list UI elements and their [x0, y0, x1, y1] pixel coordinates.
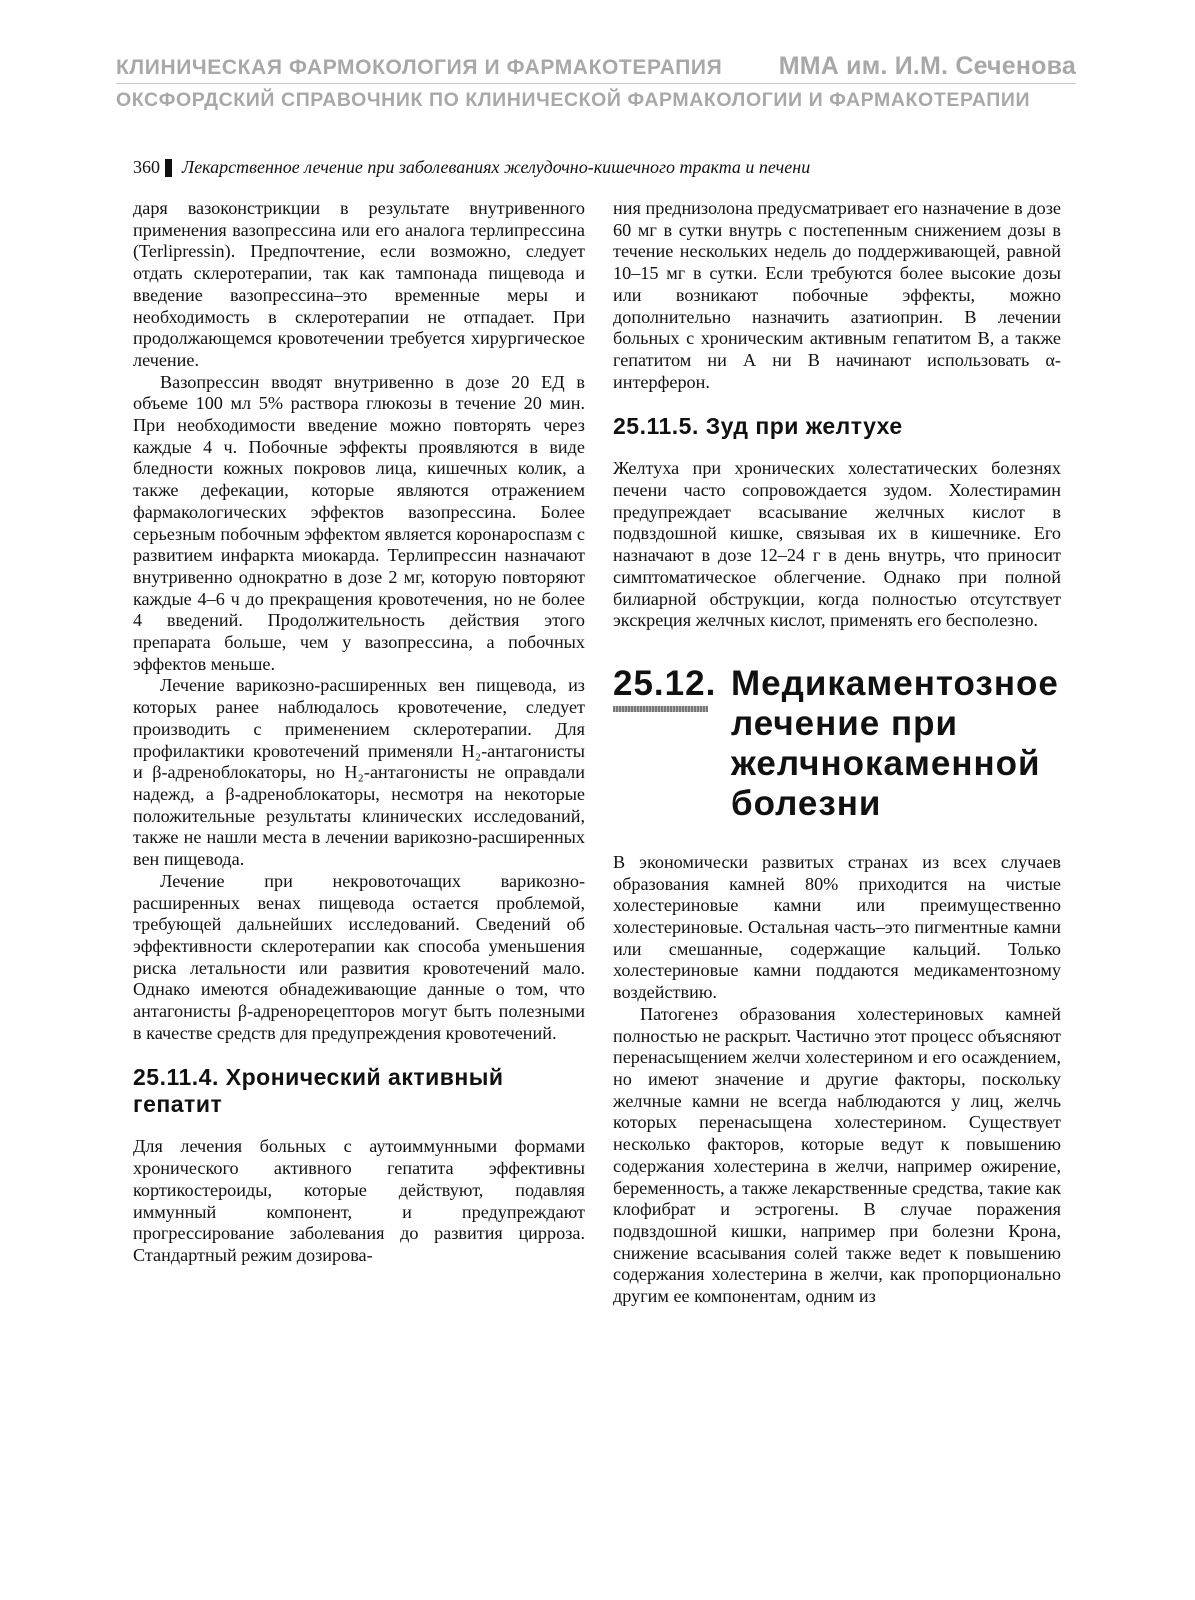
paragraph: ния преднизолона предусматривает его назначение в дозе 60 мг в сутки внутрь с постепенным снижением дозы в течение нескольких недель до поддерживающей, равной 10–15 мг в сутки. Если требуются более высокие дозы или возникают побочные эффекты, можно дополнительно назначить азатиоприн. В лечении больных с хроническим активным гепатитом В, а также гепатитом ни А ни В начинают использовать α-интерферон.: [613, 198, 1061, 392]
running-head-bar: [165, 159, 172, 177]
header-book-title: КЛИНИЧЕСКАЯ ФАРМОКОЛОГИЯ И ФАРМАКОТЕРАПИЯ: [116, 56, 723, 79]
paragraph: В экономически развитых странах из всех случаев образования камней 80% приходится на чистые холестериновые камни или преимущественно холестериновые. Остальная часть–это пигментные камни или смешанные, содержащие кальций. Только холестериновые камни поддаются медикаментозному воздействию.: [613, 851, 1061, 1003]
paragraph: Для лечения больных с аутоиммунными формами хронического активного гепатита эффективны кортикостероиды, которые действуют, подавляя иммунный компонент, и предупреждают прогрессирование заболевания до развития цирроза. Стандартный режим дозирова-: [133, 1136, 585, 1265]
running-head: [133, 157, 1033, 178]
right-column: [613, 198, 1061, 1308]
chapter-underline: [613, 706, 708, 712]
header-publisher: ММА им. И.М. Сеченова: [778, 52, 1076, 80]
section-heading: 25.11.4. Хронический активный гепатит: [133, 1064, 504, 1118]
chapter-title: Медикаментозное лечение при желчнокаменной болезни: [731, 663, 1059, 823]
running-head-title: Лекарственное лечение при заболеваниях желудочно-кишечного тракта и печени: [182, 157, 811, 177]
paragraph: Вазопрессин вводят внутривенно в дозе 20 ЕД в объеме 100 мл 5% раствора глюкозы в течение 20 мин. При необходимости введение можно повторять через каждые 4 ч. Побочные эффекты проявляются в виде бледности кожных покровов лица, кишечных колик, а также дефекации, которые являются отражением фармакологических эффектов вазопрессина. Более серьезным побочным эффектом является коронароспазм с развитием инфаркта миокарда. Терлипрессин назначают внутривенно однократно в дозе 2 мг, которую повторяют каждые 4–6 ч до прекращения кровотечения, но не более 4 введений. Продолжительность действия этого препарата больше, чем у вазопрессина, а побочных эффектов меньше.: [133, 371, 585, 674]
left-column: [133, 198, 585, 1267]
header-row: [116, 52, 1076, 84]
paragraph: Лечение варикозно-расширенных вен пищевода, из которых ранее наблюдалось кровотечение, следует производить с применением склеротерапии. Для профилактики кровотечений применяли H₂-антагонисты и β-адреноблокаторы, но H₂-антагонисты не оправдали надежд, а β-адреноблокаторы, несмотря на некоторые положительные результаты клинических исследований, также не нашли места в лечении варикозно-расширенных вен пищевода.: [133, 675, 585, 870]
header-subtitle: ОКСФОРДСКИЙ СПРАВОЧНИК ПО КЛИНИЧЕСКОЙ ФАРМАКОЛОГИИ И ФАРМАКОТЕРАПИИ: [116, 89, 1031, 111]
paragraph: Патогенез образования холестериновых камней полностью не раскрыт. Частично этот процесс объясняют перенасыщением желчи холестерином и его осаждением, но имеют значение и другие факторы, поскольку желчные камни не всегда наблюдаются у лиц, желчь которых перенасыщена холестерином. Существует несколько факторов, которые ведут к повышению содержания холестерина в желчи, например ожирение, беременность, а также лекарственные средства, такие как клофибрат и эстрогены. В случае поражения подвздошной кишки, например при болезни Крона, снижение всасывания солей также ведет к повышению содержания холестерина в желчи, как пропорционально другим ее компонентам, одним из: [613, 1003, 1061, 1307]
chapter-number: [613, 664, 731, 712]
chapter-heading: [613, 664, 1061, 824]
section-heading: 25.11.5. Зуд при желтухе: [613, 413, 903, 440]
paragraph: Желтуха при хронических холестатических болезнях печени часто сопровождается зудом. Холестирамин предупреждает всасывание желчных кислот в подвздошной кишке, связывая их в кишечнике. Его назначают в дозе 12–24 г в день внутрь, что приносит симптоматическое облегчение. Однако при полной билиарной обструкции, когда полностью отсутствует экскреция желчных кислот, применять его бесполезно.: [613, 458, 1061, 631]
paragraph: даря вазоконстрикции в результате внутривенного применения вазопрессина или его аналога терлипрессина (Terlipressin). Предпочтение, если возможно, следует отдать склеротерапии, так как тампонада пищевода и введение вазопрессина–это временные меры и необходимость в склеротерапии не отпадает. При продолжающемся кровотечении требуется хирургическое лечение.: [133, 198, 585, 370]
chapter-number-text: 25.12.: [613, 663, 717, 703]
page-header: [116, 52, 1076, 112]
paragraph: Лечение при некровоточащих варикозно-расширенных венах пищевода остается проблемой, требующей дальнейших исследований. Сведений об эффективности склеротерапии как способа уменьшения риска летальности или развития кровотечений мало. Однако имеются обнадеживающие данные о том, что антагонисты β-адренорецепторов могут быть полезными в качестве средств для предупреждения кровотечений.: [133, 870, 585, 1043]
page-number: 360: [133, 157, 160, 177]
